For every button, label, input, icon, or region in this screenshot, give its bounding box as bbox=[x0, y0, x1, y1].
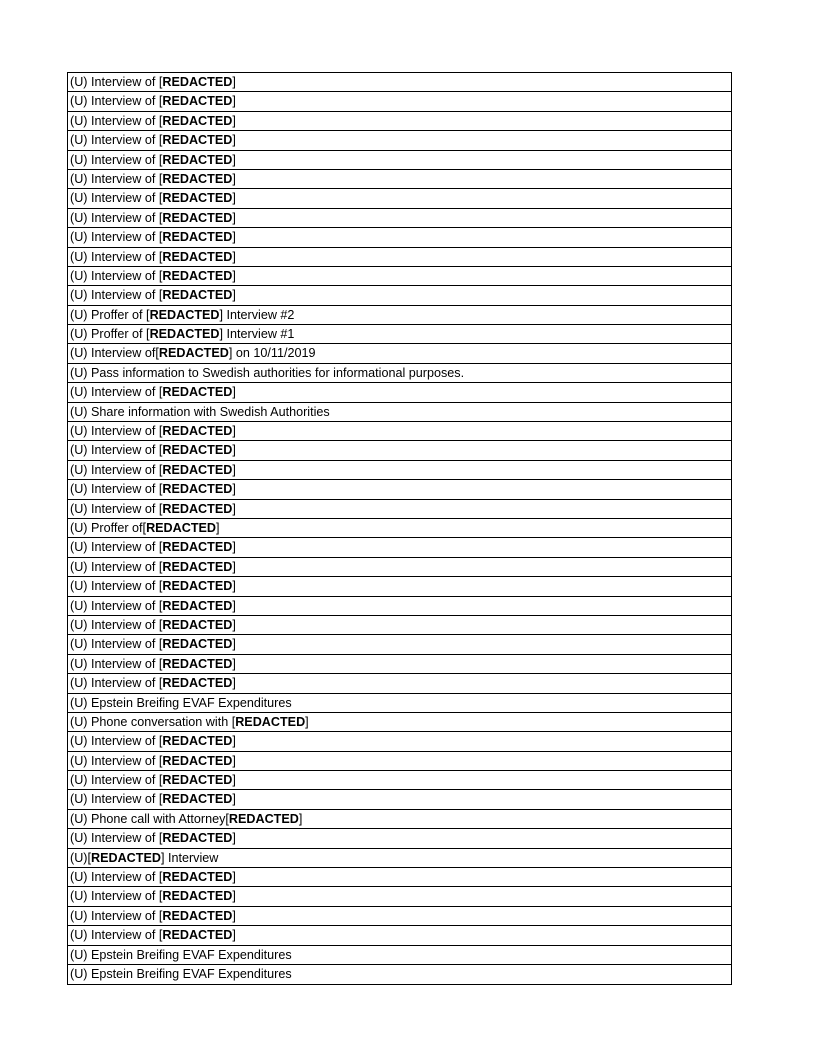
table-row bbox=[68, 674, 731, 693]
row-text: ] bbox=[232, 908, 236, 923]
row-text: (U) Interview of [ bbox=[70, 831, 163, 846]
row-text: (U) Phone call with Attorney[ bbox=[70, 811, 229, 826]
table-row bbox=[68, 907, 731, 926]
row-text: (U) Interview of [ bbox=[70, 462, 163, 477]
row-text: (U) Interview of [ bbox=[70, 230, 163, 245]
table-row bbox=[68, 790, 731, 809]
row-text: (U) Interview of [ bbox=[70, 889, 163, 904]
row-text: ] bbox=[232, 462, 236, 477]
row-text: (U) Interview of [ bbox=[70, 133, 163, 148]
row-text: (U) Interview of [ bbox=[70, 870, 163, 885]
redacted-marker: REDACTED bbox=[162, 482, 233, 497]
table-row bbox=[68, 228, 731, 247]
table-row bbox=[68, 267, 731, 286]
table-row bbox=[68, 92, 731, 111]
table-row bbox=[68, 364, 731, 383]
table-row bbox=[68, 926, 731, 945]
row-text: (U) Interview of [ bbox=[70, 792, 163, 807]
table-row bbox=[68, 151, 731, 170]
table-row bbox=[68, 131, 731, 150]
row-text: (U) Interview of [ bbox=[70, 559, 163, 574]
row-text: (U) Interview of [ bbox=[70, 773, 163, 788]
redacted-marker: REDACTED bbox=[235, 714, 306, 729]
redacted-marker: REDACTED bbox=[162, 637, 233, 652]
row-text: (U) Interview of [ bbox=[70, 928, 163, 943]
row-text: (U) Interview of [ bbox=[70, 443, 163, 458]
table-row bbox=[68, 441, 731, 460]
redacted-marker: REDACTED bbox=[162, 230, 233, 245]
table-row bbox=[68, 810, 731, 829]
table-row bbox=[68, 868, 731, 887]
row-text: ] on 10/11/2019 bbox=[228, 346, 316, 361]
redacted-marker: REDACTED bbox=[162, 734, 233, 749]
table-row bbox=[68, 209, 731, 228]
table-row bbox=[68, 189, 731, 208]
redacted-marker: REDACTED bbox=[162, 676, 233, 691]
row-text: (U) Proffer of [ bbox=[70, 327, 150, 342]
table-row bbox=[68, 170, 731, 189]
row-text: ] bbox=[232, 501, 236, 516]
row-text: ] bbox=[232, 424, 236, 439]
table-row bbox=[68, 732, 731, 751]
redacted-marker: REDACTED bbox=[162, 288, 233, 303]
table-row bbox=[68, 480, 731, 499]
row-text: (U) Interview of [ bbox=[70, 617, 163, 632]
table-row bbox=[68, 849, 731, 868]
row-text: (U) Interview of [ bbox=[70, 501, 163, 516]
row-text: (U) Interview of [ bbox=[70, 385, 163, 400]
row-text: (U) Epstein Breifing EVAF Expenditures bbox=[70, 947, 292, 962]
row-text: ] bbox=[232, 191, 236, 206]
row-text: ] bbox=[232, 75, 236, 89]
redacted-marker: REDACTED bbox=[162, 268, 233, 283]
row-text: ] bbox=[232, 113, 236, 128]
row-text: (U) Interview of [ bbox=[70, 191, 163, 206]
redacted-marker: REDACTED bbox=[162, 94, 233, 109]
table-row bbox=[68, 519, 731, 538]
row-text: (U) Interview of [ bbox=[70, 268, 163, 283]
row-text: (U) Interview of [ bbox=[70, 152, 163, 167]
redacted-marker: REDACTED bbox=[162, 540, 233, 555]
row-text: ] Interview #1 bbox=[219, 327, 295, 342]
row-text: ] bbox=[232, 230, 236, 245]
redacted-marker: REDACTED bbox=[162, 249, 233, 264]
row-text: ] bbox=[232, 443, 236, 458]
row-text: ] bbox=[232, 579, 236, 594]
table-row bbox=[68, 752, 731, 771]
table-row bbox=[68, 829, 731, 848]
row-text: ] bbox=[232, 928, 236, 943]
table-row bbox=[68, 655, 731, 674]
row-text: (U) Interview of [ bbox=[70, 753, 163, 768]
row-text: (U) Interview of [ bbox=[70, 540, 163, 555]
row-text: (U)[ bbox=[70, 850, 91, 865]
redacted-marker: REDACTED bbox=[162, 152, 233, 167]
row-text: ] bbox=[232, 540, 236, 555]
table-row bbox=[68, 73, 731, 92]
table-row bbox=[68, 248, 731, 267]
redacted-marker: REDACTED bbox=[162, 443, 233, 458]
row-text: (U) Proffer of [ bbox=[70, 307, 150, 322]
table-row bbox=[68, 713, 731, 732]
redacted-marker: REDACTED bbox=[162, 928, 233, 943]
table-row bbox=[68, 887, 731, 906]
table-row bbox=[68, 538, 731, 557]
row-text: (U) Interview of [ bbox=[70, 734, 163, 749]
row-text: ] bbox=[232, 210, 236, 225]
table-row bbox=[68, 946, 731, 965]
row-text: ] bbox=[305, 714, 309, 729]
row-text: (U) Proffer of[ bbox=[70, 520, 147, 535]
table-row bbox=[68, 403, 731, 422]
redacted-marker: REDACTED bbox=[162, 210, 233, 225]
redacted-marker: REDACTED bbox=[146, 520, 217, 535]
redacted-marker: REDACTED bbox=[162, 171, 233, 186]
row-text: ] bbox=[232, 559, 236, 574]
redacted-marker: REDACTED bbox=[162, 579, 233, 594]
row-text: ] Interview #2 bbox=[219, 307, 295, 322]
row-text: (U) Interview of [ bbox=[70, 598, 163, 613]
row-text: ] Interview bbox=[160, 850, 219, 865]
table-row bbox=[68, 558, 731, 577]
row-text: ] bbox=[232, 171, 236, 186]
row-text: ] bbox=[232, 734, 236, 749]
row-text: (U) Interview of [ bbox=[70, 288, 163, 303]
row-text: ] bbox=[232, 482, 236, 497]
row-text: ] bbox=[232, 831, 236, 846]
table-row bbox=[68, 325, 731, 344]
row-text: (U) Interview of [ bbox=[70, 637, 163, 652]
row-text: (U) Interview of [ bbox=[70, 579, 163, 594]
table-row bbox=[68, 597, 731, 616]
row-text: ] bbox=[232, 133, 236, 148]
redacted-marker: REDACTED bbox=[162, 424, 233, 439]
row-text: (U) Interview of [ bbox=[70, 656, 163, 671]
redacted-marker: REDACTED bbox=[162, 792, 233, 807]
row-text: ] bbox=[232, 598, 236, 613]
redacted-marker: REDACTED bbox=[162, 870, 233, 885]
row-text: ] bbox=[232, 889, 236, 904]
row-text: ] bbox=[232, 94, 236, 109]
redacted-marker: REDACTED bbox=[149, 307, 220, 322]
redacted-marker: REDACTED bbox=[162, 908, 233, 923]
row-text: (U) Pass information to Swedish authorities for informational purposes. bbox=[70, 365, 465, 380]
row-text: (U) Share information with Swedish Authorities bbox=[70, 404, 330, 419]
redacted-marker: REDACTED bbox=[162, 598, 233, 613]
redacted-marker: REDACTED bbox=[162, 773, 233, 788]
redacted-marker: REDACTED bbox=[162, 462, 233, 477]
table-row bbox=[68, 577, 731, 596]
redacted-marker: REDACTED bbox=[162, 501, 233, 516]
redacted-marker: REDACTED bbox=[162, 753, 233, 768]
table-row bbox=[68, 635, 731, 654]
redacted-marker: REDACTED bbox=[162, 617, 233, 632]
redacted-marker: REDACTED bbox=[162, 113, 233, 128]
table-row bbox=[68, 694, 731, 713]
row-text: ] bbox=[232, 152, 236, 167]
row-text: (U) Epstein Breifing EVAF Expenditures bbox=[70, 966, 292, 981]
table-row bbox=[68, 383, 731, 402]
redacted-marker: REDACTED bbox=[162, 656, 233, 671]
row-text: (U) Interview of [ bbox=[70, 676, 163, 691]
row-text: ] bbox=[232, 656, 236, 671]
redacted-marker: REDACTED bbox=[162, 831, 233, 846]
redacted-marker: REDACTED bbox=[158, 346, 229, 361]
row-text: (U) Interview of [ bbox=[70, 94, 163, 109]
redacted-marker: REDACTED bbox=[162, 889, 233, 904]
row-text: (U) Phone conversation with [ bbox=[70, 714, 236, 729]
row-text: (U) Interview of [ bbox=[70, 908, 163, 923]
table-row bbox=[68, 461, 731, 480]
row-text: (U) Interview of [ bbox=[70, 75, 163, 89]
row-text: ] bbox=[232, 792, 236, 807]
redacted-marker: REDACTED bbox=[162, 133, 233, 148]
row-text: ] bbox=[216, 520, 220, 535]
redacted-marker: REDACTED bbox=[162, 191, 233, 206]
row-text: (U) Interview of [ bbox=[70, 249, 163, 264]
table-row bbox=[68, 965, 731, 984]
row-text: ] bbox=[232, 249, 236, 264]
table-row bbox=[68, 771, 731, 790]
row-text: ] bbox=[232, 617, 236, 632]
row-text: ] bbox=[298, 811, 303, 826]
row-text: (U) Interview of [ bbox=[70, 113, 163, 128]
row-text: ] bbox=[232, 753, 236, 768]
table-row bbox=[68, 112, 731, 131]
table-row bbox=[68, 422, 731, 441]
row-text: ] bbox=[232, 870, 236, 885]
row-text: ] bbox=[232, 773, 236, 788]
row-text: ] bbox=[232, 637, 236, 652]
redacted-marker: REDACTED bbox=[162, 559, 233, 574]
table-row bbox=[68, 500, 731, 519]
table-row bbox=[68, 616, 731, 635]
row-text: ] bbox=[232, 288, 236, 303]
redacted-marker: REDACTED bbox=[162, 75, 233, 89]
table-row bbox=[68, 306, 731, 325]
row-text: (U) Epstein Breifing EVAF Expenditures bbox=[70, 695, 292, 710]
table-row bbox=[68, 286, 731, 305]
redacted-marker: REDACTED bbox=[228, 811, 299, 826]
document-table bbox=[67, 72, 732, 985]
row-text: ] bbox=[232, 676, 236, 691]
row-text: ] bbox=[232, 268, 236, 283]
table-row bbox=[68, 344, 731, 363]
redacted-marker: REDACTED bbox=[162, 385, 233, 400]
row-text: (U) Interview of [ bbox=[70, 482, 163, 497]
row-text: (U) Interview of [ bbox=[70, 424, 163, 439]
redacted-marker: REDACTED bbox=[90, 850, 161, 865]
row-text: (U) Interview of [ bbox=[70, 171, 163, 186]
redacted-marker: REDACTED bbox=[149, 327, 220, 342]
row-text: (U) Interview of[ bbox=[70, 346, 159, 361]
row-text: ] bbox=[232, 385, 236, 400]
row-text: (U) Interview of [ bbox=[70, 210, 163, 225]
